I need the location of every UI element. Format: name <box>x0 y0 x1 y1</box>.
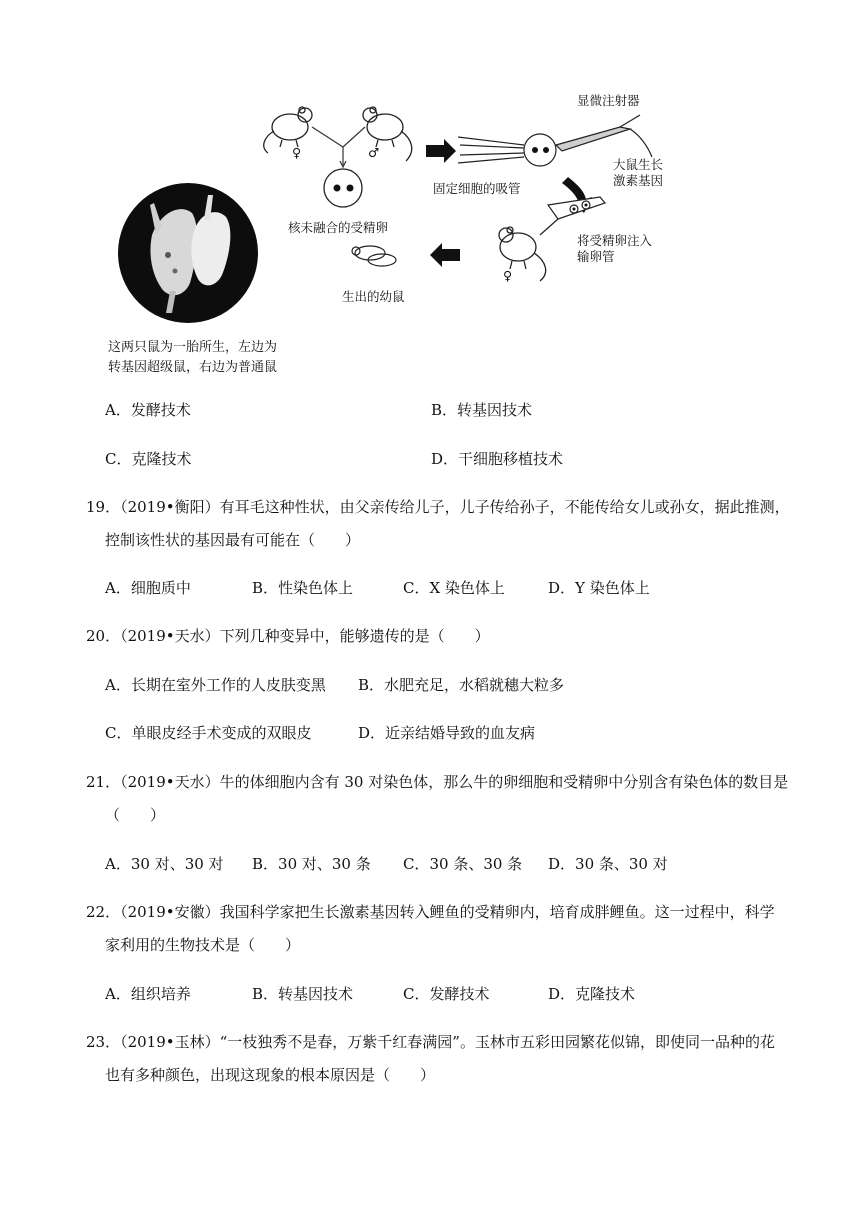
q19-stem-line1: 19．（2019•衡阳）有耳毛这种性状，由父亲传给儿子，儿子传给孙子，不能传给女儿或孙女，据此推测， <box>86 498 790 516</box>
inject-label-line1: 将受精卵注入 <box>577 233 653 248</box>
q21-option-c: C．30 条、30 条 <box>403 855 523 873</box>
q22-option-d: D．克隆技术 <box>548 985 636 1003</box>
q21-stem-line2: （ ） <box>105 806 166 824</box>
q23-stem-line1: 23．（2019•玉林）“一枝独秀不是春，万紫千红春满园”。玉林市五彩田园繁花似锦，即使同一品种的花 <box>86 1033 775 1051</box>
q20-option-d: D．近亲结婚导致的血友病 <box>358 724 536 742</box>
q19-option-a: A．细胞质中 <box>105 579 191 597</box>
egg-dot-1 <box>573 208 576 211</box>
q21-option-a: A．30 对、30 对 <box>105 855 224 873</box>
male-symbol: ♂ <box>368 145 380 160</box>
q18-option-c: C．克隆技术 <box>105 450 192 468</box>
fertilized-egg-drawing <box>324 169 362 207</box>
q19-stem-line2: 控制该性状的基因最有可能在（ ） <box>105 531 361 549</box>
q21-stem-line1: 21．（2019•天水）牛的体细胞内含有 30 对染色体，那么牛的卵细胞和受精卵中分别含有染色体的数目是 <box>86 773 789 791</box>
q20-stem: 20．（2019•天水）下列几种变异中，能够遗传的是（ ） <box>86 627 490 645</box>
q19-option-c: C．X 染色体上 <box>403 579 505 597</box>
figure-caption-line1: 这两只鼠为一胎所生，左边为 <box>108 340 278 355</box>
foster-female-symbol: ♀ <box>503 268 513 283</box>
q20-option-b: B．水肥充足，水稻就穗大粒多 <box>358 676 565 694</box>
baby-mice-drawing <box>352 246 396 266</box>
fertilized-egg-label: 核未融合的受精卵 <box>288 220 389 235</box>
q22-option-a: A．组织培养 <box>105 985 191 1003</box>
q22-option-b: B．转基因技术 <box>252 985 354 1003</box>
q23-stem-line2: 也有多种颜色，出现这现象的根本原因是（ ） <box>105 1066 436 1084</box>
gene-label-line2: 激素基因 <box>613 173 664 188</box>
q21-option-d: D．30 条、30 对 <box>548 855 668 873</box>
offspring-label: 生出的幼鼠 <box>342 289 405 304</box>
mice-photo <box>118 183 258 323</box>
q18-option-a: A．发酵技术 <box>105 401 191 419</box>
arrow-left-icon <box>430 243 460 267</box>
egg-pipette-drawing <box>540 197 605 235</box>
q20-option-c: C．单眼皮经手术变成的双眼皮 <box>105 724 312 742</box>
gene-label-line1: 大鼠生长 <box>613 157 664 172</box>
q18-option-b: B．转基因技术 <box>431 401 533 419</box>
q20-option-a: A．长期在室外工作的人皮肤变黑 <box>105 676 326 694</box>
pipette-label: 固定细胞的吸管 <box>433 181 521 196</box>
egg-nucleus-2 <box>543 147 549 153</box>
q22-option-c: C．发酵技术 <box>403 985 490 1003</box>
q21-option-b: B．30 对、30 条 <box>252 855 371 873</box>
female-mouse-drawing <box>264 107 312 153</box>
q19-option-d: D．Y 染色体上 <box>548 579 650 597</box>
arrow-right-icon <box>426 139 456 163</box>
q22-stem-line1: 22．（2019•安徽）我国科学家把生长激素基因转入鲤鱼的受精卵内，培育成胖鲤鱼。这一过程中，科学 <box>86 903 775 921</box>
figure-caption-line2: 转基因超级鼠，右边为普通鼠 <box>108 360 278 375</box>
egg-nucleus-1 <box>532 147 538 153</box>
transgenic-mouse-figure <box>100 85 700 380</box>
q22-stem-line2: 家利用的生物技术是（ ） <box>105 936 301 954</box>
inject-label-line2: 输卵管 <box>577 249 615 264</box>
microinjector-label: 显微注射器 <box>577 93 640 108</box>
q19-option-b: B．性染色体上 <box>252 579 354 597</box>
egg-dot-2 <box>585 204 588 207</box>
mating-lines <box>312 127 365 167</box>
q18-option-d: D．干细胞移植技术 <box>431 450 564 468</box>
female-symbol: ♀ <box>292 145 302 160</box>
